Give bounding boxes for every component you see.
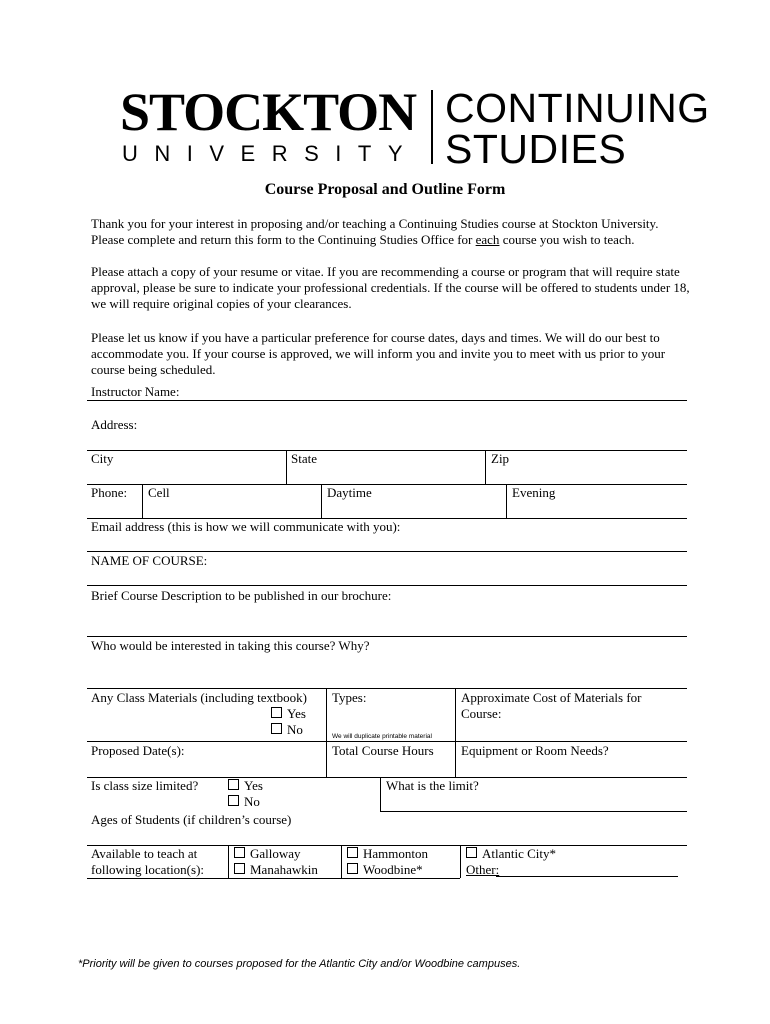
galloway-label: Galloway	[250, 846, 301, 861]
woodbine-label: Woodbine*	[363, 862, 423, 877]
intro-p1-line1: Thank you for your interest in proposing and/or teaching a Continuing Studies course at Stockton University.	[91, 216, 659, 231]
yes-label: Yes	[287, 706, 306, 721]
galloway-checkbox[interactable]	[234, 847, 245, 858]
location-atlantic-city-option[interactable]	[466, 846, 556, 862]
other-label: Other:	[466, 862, 500, 877]
cell-phone-label: Cell	[148, 485, 170, 500]
email-label: Email address (this is how we will communicate with you):	[91, 519, 401, 534]
intro-p3-line1: Please let us know if you have a particular preference for course dates, days and times. We will do our best to	[91, 330, 660, 345]
cell-divider	[455, 688, 456, 777]
phone-label: Phone:	[91, 485, 128, 500]
no-label: No	[287, 722, 303, 737]
cell-divider	[506, 484, 507, 518]
location-galloway-option[interactable]	[234, 846, 301, 862]
daytime-phone-label: Daytime	[327, 485, 372, 500]
intro-p2-line2: approval, please be sure to indicate your professional credentials. If the course will be offered to students under 18,	[91, 280, 690, 295]
hammonton-checkbox[interactable]	[347, 847, 358, 858]
evening-phone-label: Evening	[512, 485, 556, 500]
class-size-label: Is class size limited?	[91, 778, 199, 793]
intro-paragraph-1	[91, 216, 658, 248]
intro-emphasis: each	[475, 232, 500, 247]
no-checkbox[interactable]	[271, 723, 282, 734]
who-interested-label: Who would be interested in taking this course? Why?	[91, 638, 370, 653]
no-label: No	[244, 794, 260, 809]
total-hours-label: Total Course Hours	[332, 743, 434, 758]
address-field[interactable]	[87, 450, 687, 451]
available-locations-label	[91, 846, 204, 878]
location-manahawkin-option[interactable]	[234, 862, 318, 878]
instructor-name-field[interactable]	[87, 400, 687, 401]
size-no-option[interactable]	[228, 794, 260, 810]
cell-divider	[485, 450, 486, 484]
atlantic-city-checkbox[interactable]	[466, 847, 477, 858]
hammonton-label: Hammonton	[363, 846, 428, 861]
state-label: State	[291, 451, 317, 466]
approx-cost-line2: Course:	[461, 706, 502, 721]
intro-text: Please complete and return this form to the Continuing Studies Office for	[91, 232, 476, 247]
cell-divider	[326, 688, 327, 777]
manahawkin-checkbox[interactable]	[234, 863, 245, 874]
address-label: Address:	[91, 417, 138, 432]
class-size-row-divider	[380, 811, 687, 812]
locations-row-bottom	[87, 878, 460, 879]
brief-description-label: Brief Course Description to be published in our brochure:	[91, 588, 392, 603]
studies-wordmark: STUDIES	[445, 126, 627, 172]
location-woodbine-option[interactable]	[347, 862, 423, 878]
location-other-label	[466, 862, 499, 878]
no-checkbox[interactable]	[228, 795, 239, 806]
email-field[interactable]	[87, 551, 687, 552]
course-name-label: NAME OF COURSE:	[91, 553, 208, 568]
city-label: City	[91, 451, 114, 466]
what-limit-label: What is the limit?	[386, 778, 479, 793]
manahawkin-label: Manahawkin	[250, 862, 318, 877]
cell-divider	[286, 450, 287, 484]
class-materials-label: Any Class Materials (including textbook)	[91, 690, 307, 705]
location-hammonton-option[interactable]	[347, 846, 428, 862]
stockton-wordmark: STOCKTON	[120, 82, 417, 142]
cell-divider	[228, 845, 229, 878]
intro-p1-line2	[91, 232, 658, 248]
size-yes-option[interactable]	[228, 778, 263, 794]
woodbine-checkbox[interactable]	[347, 863, 358, 874]
approx-cost-line1: Approximate Cost of Materials for	[461, 690, 642, 705]
yes-label: Yes	[244, 778, 263, 793]
available-line1: Available to teach at	[91, 846, 198, 861]
intro-p3-line2: accommodate you. If your course is approved, we will inform you and invite you to meet with us prior to your	[91, 346, 666, 361]
brief-description-field[interactable]	[87, 636, 687, 637]
intro-paragraph-2	[91, 264, 690, 312]
instructor-name-label: Instructor Name:	[91, 384, 180, 399]
city-state-zip-field[interactable]	[87, 484, 687, 485]
duplicate-note: We will duplicate printable material	[332, 733, 432, 740]
approx-cost-label	[461, 690, 642, 722]
continuing-wordmark: CONTINUING	[445, 85, 710, 131]
cell-divider	[142, 484, 143, 518]
ages-label: Ages of Students (if children’s course)	[91, 812, 292, 827]
other-location-field[interactable]	[496, 876, 678, 877]
who-interested-field[interactable]	[87, 688, 687, 689]
cell-divider	[341, 845, 342, 878]
zip-label: Zip	[491, 451, 510, 466]
intro-p2-line3: we will require original copies of your clearances.	[91, 296, 352, 311]
proposed-dates-label: Proposed Date(s):	[91, 743, 185, 758]
page-title: Course Proposal and Outline Form	[264, 181, 506, 198]
intro-p3-line3: course being scheduled.	[91, 362, 216, 377]
available-line2: following location(s):	[91, 862, 205, 877]
intro-paragraph-3	[91, 330, 665, 378]
cell-divider	[321, 484, 322, 518]
types-label: Types:	[332, 690, 367, 705]
intro-text: course you wish to teach.	[499, 232, 635, 247]
atlantic-city-label: Atlantic City*	[482, 846, 557, 861]
equipment-needs-label: Equipment or Room Needs?	[461, 743, 609, 758]
yes-checkbox[interactable]	[228, 779, 239, 790]
priority-footnote: *Priority will be given to courses proposed for the Atlantic City and/or Woodbine campuses.	[78, 958, 521, 970]
cell-divider	[380, 777, 381, 811]
materials-yes-option[interactable]	[271, 706, 306, 722]
course-name-field[interactable]	[87, 585, 687, 586]
university-wordmark: UNIVERSITY	[122, 141, 420, 166]
intro-p2-line1: Please attach a copy of your resume or vitae. If you are recommending a course or program that will require state	[91, 264, 680, 279]
logo-divider	[431, 90, 433, 164]
materials-row-divider	[87, 741, 687, 742]
yes-checkbox[interactable]	[271, 707, 282, 718]
cell-divider	[460, 845, 461, 878]
materials-no-option[interactable]	[271, 722, 303, 738]
